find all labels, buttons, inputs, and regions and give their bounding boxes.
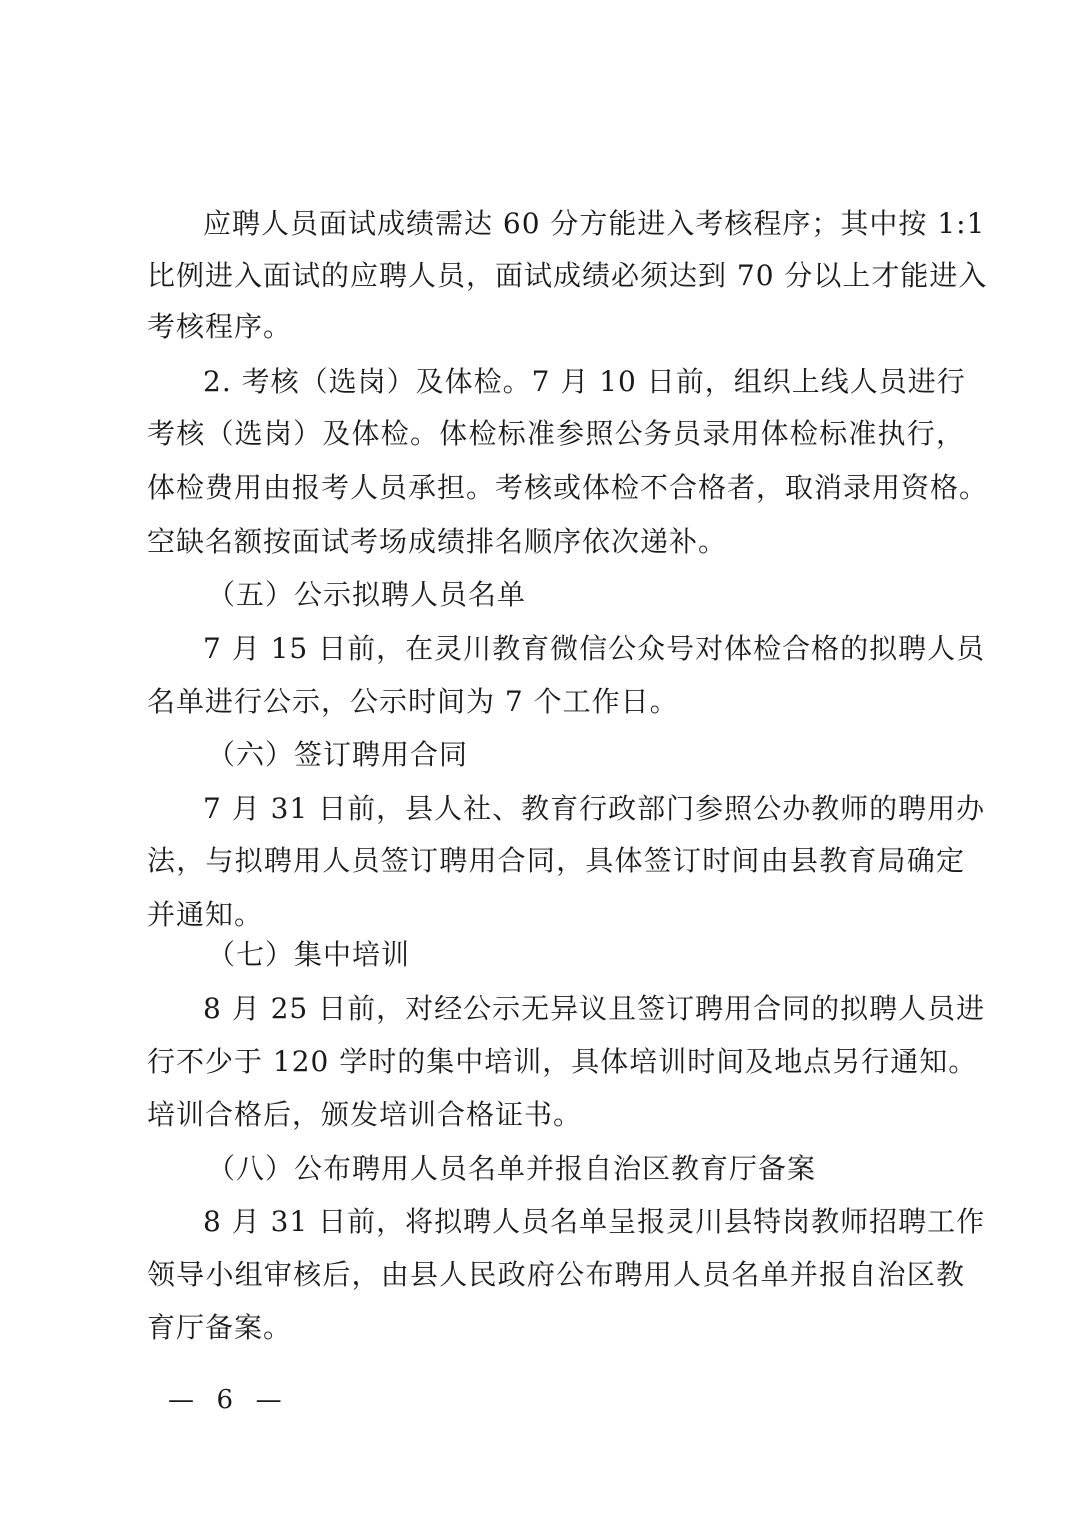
paragraph-line: 名单进行公示，公示时间为 7 个工作日。: [147, 685, 679, 718]
paragraph-line: 体检费用由报考人员承担。考核或体检不合格者，取消录用资格。: [147, 471, 989, 504]
paragraph-line: 空缺名额按面试考场成绩排名顺序依次递补。: [147, 525, 728, 558]
paragraph-line: 7 月 15 日前，在灵川教育微信公众号对体检合格的拟聘人员: [203, 632, 986, 665]
paragraph-line: 应聘人员面试成绩需达 60 分方能进入考核程序；其中按 1:1: [203, 207, 986, 240]
paragraph-line: 行不少于 120 学时的集中培训，具体培训时间及地点另行通知。: [147, 1045, 978, 1078]
paragraph-line: 法，与拟聘用人员签订聘用合同，具体签订时间由县教育局确定: [147, 844, 965, 877]
paragraph-line: 并通知。: [147, 898, 264, 931]
section-heading: （八）公布聘用人员名单并报自治区教育厅备案: [207, 1152, 817, 1185]
paragraph-line: 2. 考核（选岗）及体检。7 月 10 日前，组织上线人员进行: [203, 365, 966, 398]
page-number: — 6 —: [168, 1385, 284, 1415]
section-heading: （六）签订聘用合同: [207, 738, 469, 771]
paragraph-line: 7 月 31 日前，县人社、教育行政部门参照公办教师的聘用办: [203, 792, 986, 825]
paragraph-line: 考核程序。: [147, 310, 293, 343]
section-heading: （七）集中培训: [207, 938, 411, 971]
paragraph-line: 考核（选岗）及体检。体检标准参照公务员录用体检标准执行，: [147, 417, 965, 450]
paragraph-line: 培训合格后，颁发培训合格证书。: [147, 1098, 583, 1131]
paragraph-line: 比例进入面试的应聘人员，面试成绩必须达到 70 分以上才能进入: [147, 259, 988, 292]
paragraph-line: 8 月 31 日前，将拟聘人员名单呈报灵川县特岗教师招聘工作: [203, 1205, 986, 1238]
paragraph-line: 8 月 25 日前，对经公示无异议且签订聘用合同的拟聘人员进: [203, 992, 986, 1025]
section-heading: （五）公示拟聘人员名单: [207, 578, 527, 611]
paragraph-line: 领导小组审核后，由县人民政府公布聘用人员名单并报自治区教: [147, 1258, 965, 1291]
paragraph-line: 育厅备案。: [147, 1311, 293, 1344]
